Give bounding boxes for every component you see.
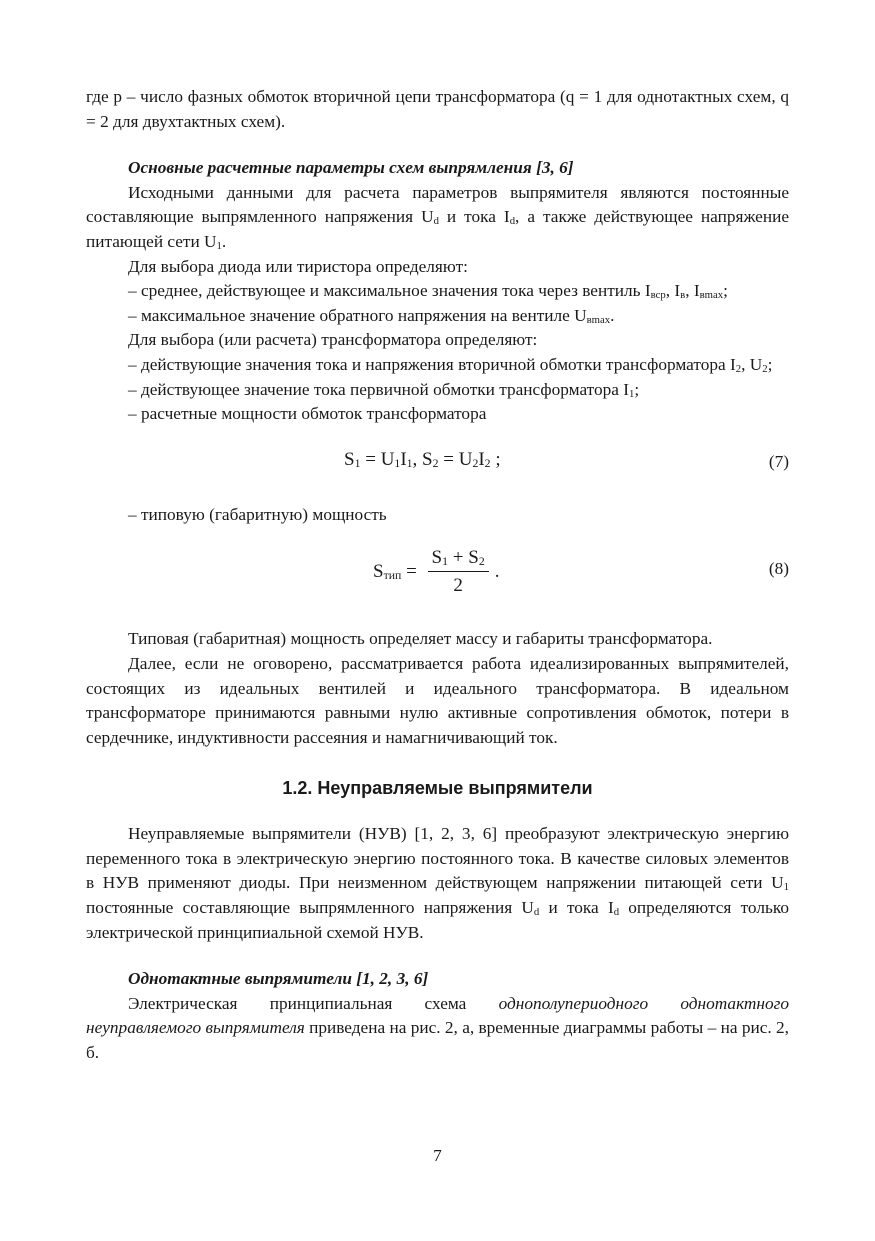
list-item-secondary-winding: – действующие значения тока и напряжения вторичной обмотки трансформатора $I_2$, $U_2$; xyxy=(128,354,773,375)
paragraph-uncontrolled-rectifiers: Неуправляемые выпрямители (НУВ) [1, 2, 3, 6] преобразуют электрическую энергию переменного тока в электрическую энергию постоянного тока. В качестве силовых элементов в НУВ применяют диоды. При неизменном действующем напряжении питающей сети $U_1$ постоянные составляющие выпрямленного напряжения $U_d$ и тока $I_d$ определяются только электрической принципиальной схемой НУВ. xyxy=(86,824,789,942)
subheading-single-ended: Однотактные выпрямители [1, 2, 3, 6] xyxy=(128,969,429,989)
paragraph-p-definition: где p – число фазных обмоток вторичной цепи трансформатора (q = 1 для однотактных схем, q = 2 для двухтактных схем). xyxy=(86,87,789,131)
list-item-primary-current: – действующее значение тока первичной обмотки трансформатора $I_1$; xyxy=(128,379,640,400)
paragraph-transformer-selection: Для выбора (или расчета) трансформатора определяют: xyxy=(128,330,538,350)
paragraph-typical-power-meaning: Типовая (габаритная) мощность определяет массу и габариты трансформатора. xyxy=(128,629,713,649)
fraction-numerator: $S_1 + S_2$ xyxy=(428,547,489,572)
page-content xyxy=(86,85,789,1066)
equation-8-body: $S_{тип}$ = $\frac{S_1 + S_2}{2}$ . xyxy=(373,547,500,597)
fraction-denominator: 2 xyxy=(453,575,463,597)
list-item-winding-power: – расчетные мощности обмоток трансформатора xyxy=(128,404,487,424)
equation-7 xyxy=(86,441,789,491)
equation-8-number: (8) xyxy=(768,559,789,579)
subheading-main-parameters: Основные расчетные параметры схем выпрямления [3, 6] xyxy=(128,158,574,178)
equation-8 xyxy=(86,541,789,613)
list-item-reverse-voltage: – максимальное значение обратного напряжения на вентиле $U_{вmax}$. xyxy=(128,305,615,326)
list-item-current-values: – среднее, действующее и максимальное значения тока через вентиль $I_{вср}$, $I_в$, $I_{вmax}$; xyxy=(128,281,728,302)
paragraph-schematic-reference: Электрическая принципиальная схема однополупериодного однотактного неуправляемого выпрямителя приведена на рис. 2, а, временные диаграммы работы – на рис. 2, б. xyxy=(86,993,789,1063)
section-title: 1.2. Неуправляемые выпрямители xyxy=(282,778,593,799)
paragraph-source-data: Исходными данными для расчета параметров выпрямителя являются постоянные составляющие выпрямленного напряжения $U_d$ и тока $I_d$, а также действующее напряжение питающей сети $U_1$. xyxy=(86,182,789,252)
equation-8-fraction xyxy=(428,547,489,597)
list-item-typical-power: – типовую (габаритную) мощность xyxy=(128,504,387,524)
equation-7-number: (7) xyxy=(768,451,789,471)
paragraph-idealized-rectifiers: Далее, если не оговорено, рассматривается работа идеализированных выпрямителей, состоящих из идеальных вентилей и идеального трансформатора. В идеальном трансформаторе принимаются равными нулю активные сопротивления обмоток, потери в сердечнике, индуктивности рассеяния и намагничивающий ток. xyxy=(86,653,789,747)
page-number: 7 xyxy=(433,1146,442,1165)
paragraph-diode-selection: Для выбора диода или тиристора определяют: xyxy=(128,256,468,276)
equation-7-body: $S_1 = U_1I_1$, $S_2 = U_2I_2$ ; xyxy=(344,448,501,470)
